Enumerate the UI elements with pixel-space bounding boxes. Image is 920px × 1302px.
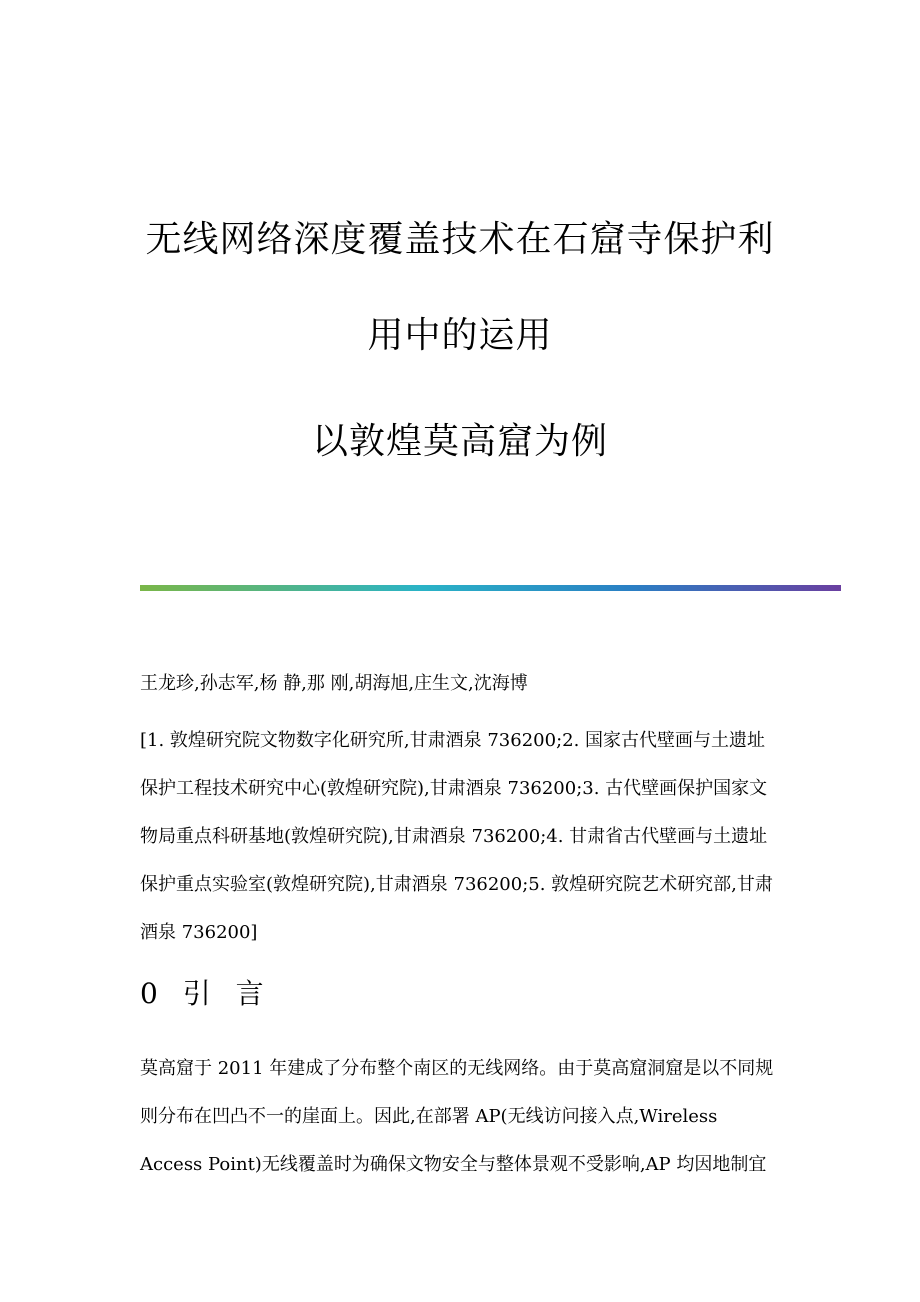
author-list: 王龙珍,孙志军,杨 静,那 刚,胡海旭,庄生文,沈海博 [140,673,528,694]
affiliations: [1. 敦煌研究院文物数字化研究所,甘肃酒泉 736200;2. 国家古代壁画与土遗址保护工程技术研究中心(敦煌研究院),甘肃酒泉 736200;3. 古代壁画保护国家文物局重点科研基地(敦煌研究院),甘肃酒泉 736200;4. 甘肃省古代壁画与土遗址保护重点实验室(敦煌研究院),甘肃酒泉 736200;5. 敦煌研究院艺术研究部,甘肃酒泉 736200] [140,730,773,943]
subtitle: 以敦煌莫高窟为例 [311,421,608,462]
section-heading: 0 引 言 [140,977,272,1010]
body-paragraph: 莫高窟于 2011 年建成了分布整个南区的无线网络。由于莫高窟洞窟是以不同规则分布在凹凸不一的崖面上。因此,在部署 AP(无线访问接入点,Wireless Access Point)无线覆盖时为确保文物安全与整体景观不受影响,AP 均因地制宜 [140,1058,774,1175]
title-line-2: 用中的运用 [367,315,553,356]
title-line-1: 无线网络深度覆盖技术在石窟寺保护利 [145,219,775,260]
gradient-divider [140,585,841,591]
